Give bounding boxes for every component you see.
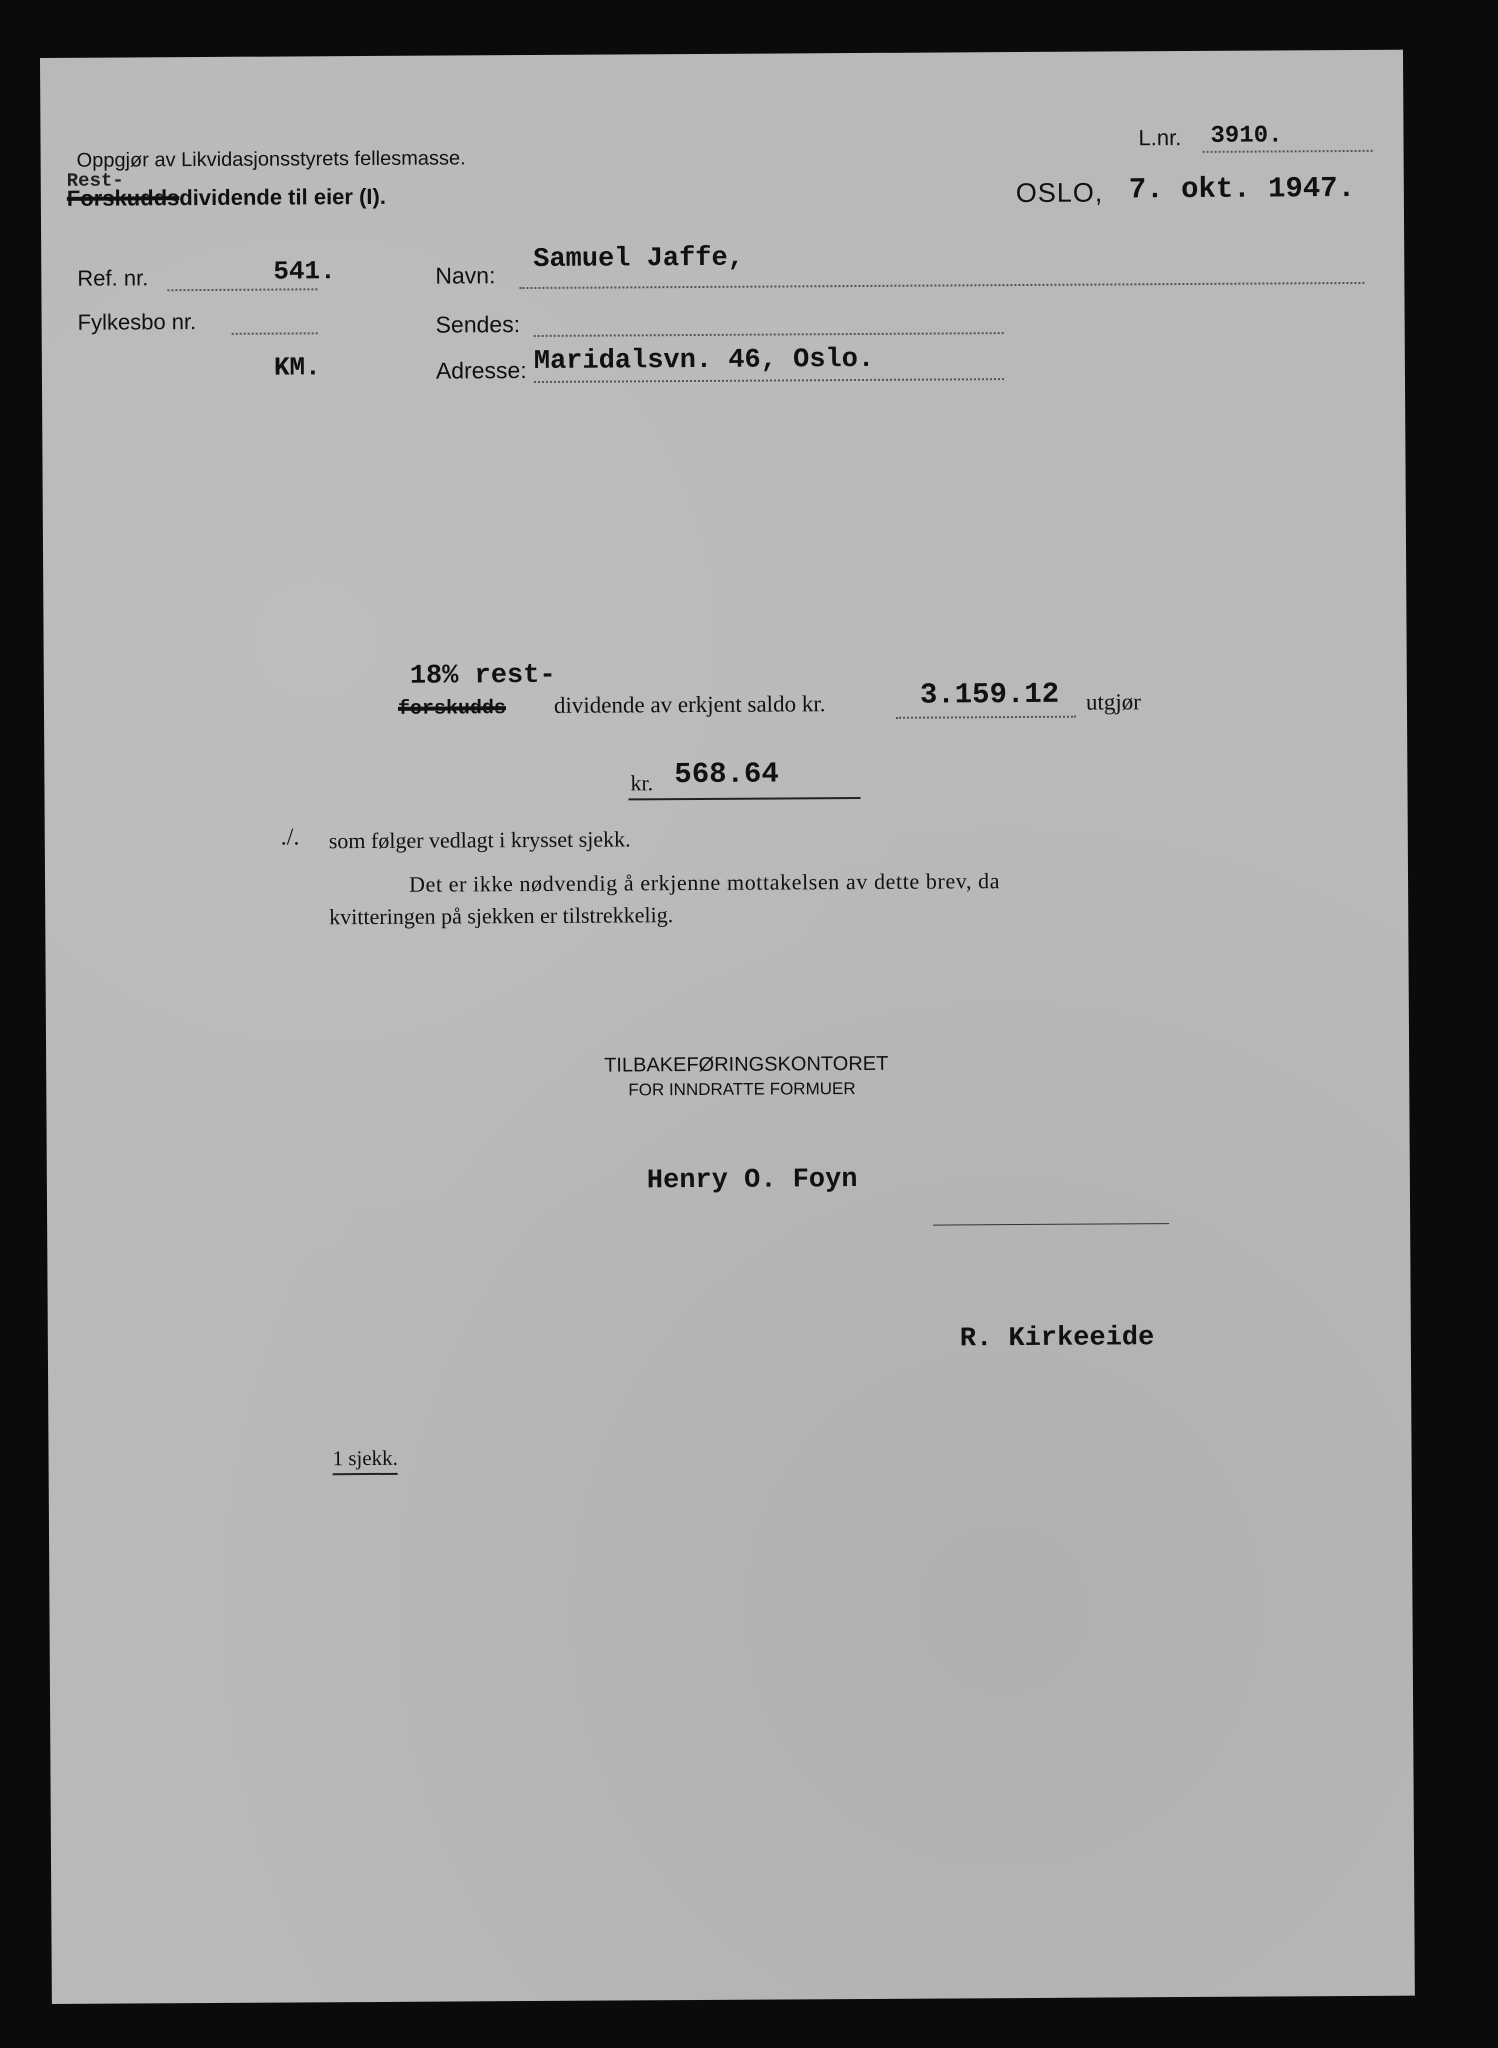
city: OSLO,	[1015, 177, 1104, 209]
paragraph-line2: kvitteringen på sjekken er tilstrekkelig.	[329, 902, 674, 930]
navn-dotline	[519, 282, 1364, 289]
document-subtitle	[67, 184, 386, 212]
navn-label: Navn:	[435, 262, 496, 289]
rest-overwrite: Rest-	[66, 169, 124, 192]
lnr-value: 3910.	[1210, 122, 1283, 150]
document-title: Oppgjør av Likvidasjonsstyrets fellesmasse.	[76, 147, 466, 172]
kr-label: kr.	[630, 770, 654, 796]
struck-forskudds: forskudds	[397, 697, 507, 721]
navn-value: Samuel Jaffe,	[533, 243, 744, 275]
signature-line	[933, 1223, 1169, 1225]
struck-word: Forskudds	[66, 185, 180, 211]
fylkesbo-dotline	[232, 332, 318, 335]
enclosure-mark: ./.	[280, 824, 300, 851]
fylkesbo-label: Fylkesbo nr.	[77, 309, 197, 335]
enclosure-count: 1 sjekk.	[332, 1446, 398, 1475]
lnr-dotline	[1203, 150, 1373, 153]
saldo-dotline	[896, 716, 1076, 719]
sendes-label: Sendes:	[435, 311, 521, 338]
paragraph-line1: Det er ikke nødvendig å erkjenne mottakelsen av dette brev, da	[408, 868, 1001, 897]
org-subname: FOR INNDRATTE FORMUER	[628, 1079, 856, 1100]
utgjor-label: utgjør	[1085, 689, 1141, 715]
total-amount: 568.64	[674, 757, 779, 792]
adresse-value: Maridalsvn. 46, Oslo.	[533, 344, 875, 377]
document-page	[40, 50, 1415, 2004]
date: 7. okt. 1947.	[1128, 171, 1356, 207]
km-value: KM.	[273, 352, 321, 383]
check-note: som følger vedlagt i krysset sjekk.	[328, 826, 631, 854]
amount-underline	[629, 797, 861, 800]
signatory-1: Henry O. Foyn	[646, 1165, 858, 1197]
lnr-label: L.nr.	[1138, 125, 1182, 151]
ref-dotline	[167, 288, 317, 291]
sendes-dotline	[534, 332, 1004, 337]
saldo-amount: 3.159.12	[919, 677, 1060, 712]
ref-label: Ref. nr.	[77, 265, 149, 291]
ref-value: 541.	[273, 256, 336, 287]
dividend-line: dividende av erkjent saldo kr.	[553, 691, 826, 718]
subtitle-rest: dividende til eier (I).	[179, 183, 386, 211]
org-name: TILBAKEFØRINGSKONTORET	[604, 1052, 889, 1077]
rest-percent-overwrite: 18% rest-	[409, 660, 556, 692]
adresse-dotline	[534, 378, 1004, 383]
adresse-label: Adresse:	[435, 357, 527, 384]
signatory-2: R. Kirkeeide	[959, 1323, 1155, 1355]
